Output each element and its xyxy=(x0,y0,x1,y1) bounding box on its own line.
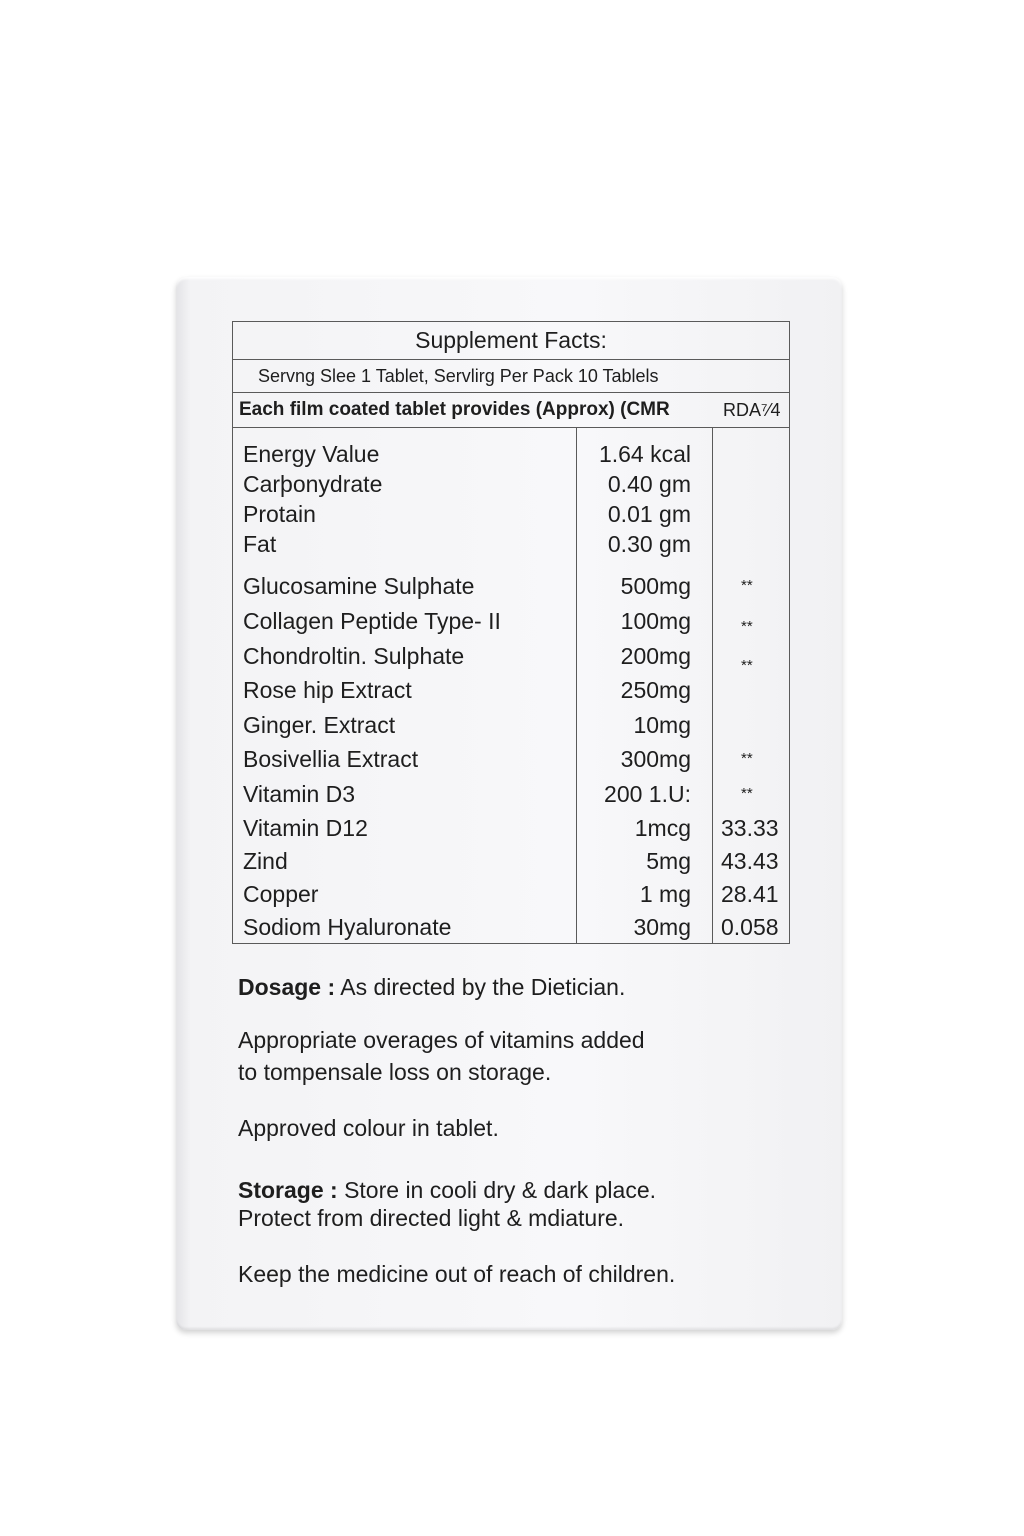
column-header-left: Each film coated tablet provides (Approx) (CMR xyxy=(239,399,670,420)
colour-note: Approved colour in tablet. xyxy=(238,1115,499,1141)
serving-size: Servng Slee 1 Tablet, Servlirg Per Pack 10 Tablels xyxy=(233,360,789,393)
nutrient-name: Vitamin D12 xyxy=(243,815,368,841)
table-row xyxy=(233,778,789,810)
warning-text: Keep the medicine out of reach of children. xyxy=(238,1261,676,1287)
nutrient-amount: 500mg xyxy=(620,573,691,599)
nutrient-name: Energy Value xyxy=(243,441,380,467)
table-row xyxy=(233,605,789,637)
storage-text: Store in cooli dry & dark place. xyxy=(344,1177,657,1203)
nutrient-amount: 0.01 gm xyxy=(607,501,691,527)
nutrient-amount: 100mg xyxy=(620,608,691,634)
table-row xyxy=(233,468,789,500)
nutrient-amount: 10mg xyxy=(633,712,691,738)
dosage-line xyxy=(238,971,625,1003)
storage-label: Storage : xyxy=(238,1177,338,1203)
nutrient-name: Fat xyxy=(243,531,277,557)
nutrient-amount: 30mg xyxy=(633,914,691,940)
table-row xyxy=(233,911,789,943)
table-row xyxy=(233,709,789,741)
nutrient-name: Ginger. Extract xyxy=(243,712,396,738)
nutrient-name: Bosivellia Extract xyxy=(243,746,419,772)
nutrient-name: Zind xyxy=(243,848,288,874)
overages-line-2: to tompensale loss on storage. xyxy=(238,1059,552,1085)
nutrient-amount: 200mg xyxy=(620,643,691,669)
nutrient-amount: 5mg xyxy=(646,848,691,874)
table-row xyxy=(233,640,789,672)
nutrient-amount: 0.40 gm xyxy=(607,471,691,497)
nutrient-amount: 1.64 kcal xyxy=(598,441,691,467)
storage-line-2: Protect from directed light & mdiature. xyxy=(238,1205,625,1231)
table-row xyxy=(233,743,789,775)
nutrient-amount: 250mg xyxy=(620,677,691,703)
table-row xyxy=(233,498,789,530)
nutrient-name: Sodiom Hyaluronate xyxy=(243,914,452,940)
nutrient-rda: 33.33 xyxy=(721,815,779,841)
table-row xyxy=(233,570,789,602)
dosage-text: As directed by the Dietician. xyxy=(340,974,626,1000)
nutrient-amount: 1 mg xyxy=(639,881,691,907)
nutrient-name: Vitamin D3 xyxy=(243,781,356,807)
nutrient-amount: 200 1.U: xyxy=(604,781,691,807)
nutrient-name: Collagen Peptide Type- II xyxy=(243,608,501,634)
table-row xyxy=(233,878,789,910)
table-row xyxy=(233,674,789,706)
nutrient-rda: ** xyxy=(741,785,753,802)
nutrient-name: Carþonydrate xyxy=(243,471,383,497)
nutrient-rda: 0.058 xyxy=(721,914,779,940)
nutrient-name: Protain xyxy=(243,501,316,527)
overages-line-1: Appropriate overages of vitamins added xyxy=(238,1027,645,1053)
column-header xyxy=(233,393,789,428)
nutrient-amount: 1mcg xyxy=(634,815,691,841)
table-row xyxy=(233,845,789,877)
nutrient-name: Chondroltin. Sulphate xyxy=(243,643,465,669)
supplement-facts-table xyxy=(232,321,790,944)
nutrient-rda: ** xyxy=(741,577,753,594)
nutrient-amount: 0.30 gm xyxy=(607,531,691,557)
table-row xyxy=(233,438,789,470)
nutrient-name: Glucosamine Sulphate xyxy=(243,573,475,599)
dosage-label: Dosage : xyxy=(238,974,336,1000)
nutrient-rda: ** xyxy=(741,618,753,635)
nutrient-rda: ** xyxy=(741,750,753,767)
table-row xyxy=(233,812,789,844)
nutrient-name: Rose hip Extract xyxy=(243,677,412,703)
nutrient-name: Copper xyxy=(243,881,319,907)
nutrient-rda: ** xyxy=(741,657,753,674)
nutrient-rda: 43.43 xyxy=(721,848,779,874)
column-header-rda: RDA⁷⁄4 xyxy=(723,400,781,420)
nutrient-amount: 300mg xyxy=(620,746,691,772)
table-row xyxy=(233,528,789,560)
nutrient-rda: 28.41 xyxy=(721,881,779,907)
facts-title: Supplement Facts: xyxy=(233,322,789,360)
